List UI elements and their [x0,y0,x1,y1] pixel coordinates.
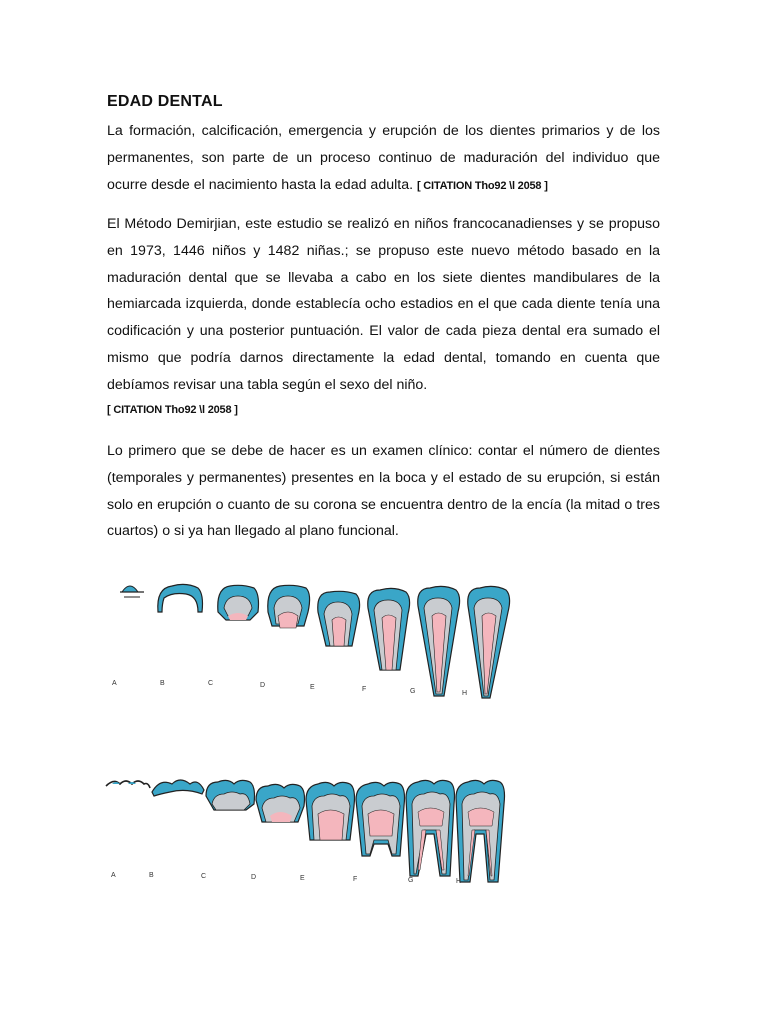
molar-stage-e-drawing [306,782,355,840]
citation: [ CITATION Tho92 \l 2058 ] [107,403,238,416]
stage-label: G [408,877,414,884]
stage-label: D [260,682,266,689]
molar-stage-g-drawing [406,780,455,876]
molar-stage-h-drawing [456,780,505,882]
stage-label: E [300,875,305,882]
stage-label: F [362,686,367,693]
paragraph-text: Lo primero que se debe de hacer es un examen clínico: contar el número de dientes (temporales y permanentes) presentes en la boca y el estado de su erupción, si están solo en erupción o cuanto de su corona se encuentra dentro de la encía (la mitad o tres cuartos) o si ya han llegado al plano funcional. [107,443,660,540]
tooth-stage-e-drawing [318,591,360,646]
citation: [ CITATION Tho92 \l 2058 ] [416,179,548,192]
stage-label: D [251,874,257,881]
paragraph-demirjian [107,211,660,421]
stage-label: C [208,680,214,687]
stage-label: G [410,688,416,695]
molar-stage-c-drawing [206,780,255,810]
tooth-stage-h-drawing [468,586,510,698]
stage-label: E [310,684,315,691]
page-title: EDAD DENTAL [107,93,223,110]
molar-tooth-stages-figure [100,770,530,890]
tooth-stage-f-drawing [368,588,410,670]
stage-label: B [149,872,154,879]
paragraph-text: La formación, calcificación, emergencia y erupción de los dientes primarios y de los permanentes, son parte de un proceso continuo de maduración del individuo que ocurre desde el nacimiento hasta la edad adulta. [107,123,660,193]
molar-stage-f-drawing [356,782,405,856]
tooth-stage-c-drawing [218,585,259,620]
stage-label: A [112,680,117,687]
tooth-stage-g-drawing [418,586,460,696]
tooth-stage-b-drawing [158,584,203,612]
stage-label: F [353,876,358,883]
stage-label: A [111,872,116,879]
molar-stage-d-drawing [256,784,305,822]
tooth-stage-d-drawing [268,585,310,628]
tooth-stage-a-drawing [120,586,144,597]
paragraph-formation [107,118,660,199]
single-root-tooth-stages-figure [100,572,520,702]
stage-label: B [160,680,165,687]
molar-stage-a-drawing [106,781,150,788]
paragraph-text: El Método Demirjian, este estudio se realizó en niños francocanadienses y se propuso en 1973, 1446 niños y 1482 niñas.; se propuso este nuevo método basado en la maduración dental que se llevaba a cabo en los siete dientes mandibulares de la hemiarcada izquierda, donde establecía ocho estadios en el que cada diente tenía una codificación y una posterior puntuación. El valor de cada pieza dental era sumado el mismo que podría darnos directamente la edad dental, tomando en cuenta que debíamos revisar una tabla según el sexo del niño. [107,216,660,393]
stage-label: H [456,878,462,885]
molar-stages-svg [100,770,530,890]
stage-label: H [462,690,468,697]
stage-label: C [201,873,207,880]
paragraph-clinical-exam [107,438,660,545]
molar-stage-b-drawing [152,780,204,796]
